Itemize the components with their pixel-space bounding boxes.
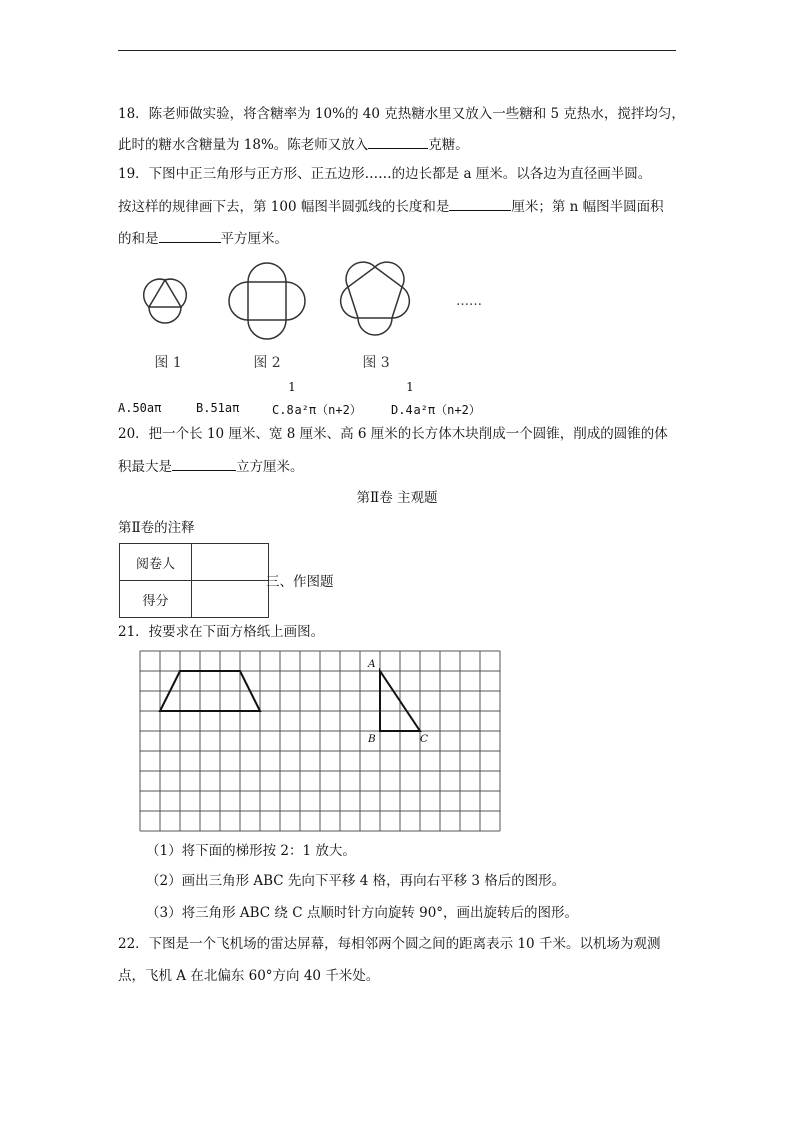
- q19-text-c: 的和是: [118, 231, 159, 247]
- q19-text-a: 按这样的规律画下去，第 100 幅图半圆弧线的长度和是: [118, 199, 450, 215]
- q18-answer-blank[interactable]: [368, 134, 428, 149]
- q20-text-a: 积最大是: [118, 459, 172, 475]
- option-c-prefix: C.: [272, 403, 287, 417]
- q19-line2: [118, 196, 664, 217]
- fig1-label: 图 1: [154, 355, 182, 371]
- label-c: C: [420, 733, 429, 745]
- reviewer-label: 阅卷人: [120, 544, 192, 581]
- fig2-arc-bottom: [248, 320, 286, 339]
- section-title: 三、作图题: [266, 574, 334, 590]
- part2-note: 第Ⅱ卷的注释: [118, 520, 195, 536]
- fig3-arc-5: [346, 262, 375, 287]
- q19-text-d: 平方厘米。: [220, 231, 288, 247]
- label-a: A: [368, 658, 376, 670]
- q19-answer-blank-2[interactable]: [159, 228, 221, 243]
- option-c-den: 8: [286, 403, 294, 417]
- q19-answer-blank-1[interactable]: [449, 196, 511, 211]
- option-b[interactable]: B.51aπ: [196, 401, 240, 415]
- fig1-arc-left: [144, 279, 165, 307]
- q21-sub1: （1）将下面的梯形按 2：1 放大。: [146, 843, 356, 859]
- q19-text-b: 厘米；第 n 幅图半圆面积: [511, 199, 664, 215]
- option-c-num: 1: [288, 380, 296, 394]
- option-d-num: 1: [406, 380, 414, 394]
- option-c[interactable]: [272, 401, 362, 418]
- fig1-triangle: [149, 280, 181, 307]
- option-d-den: 4: [405, 403, 413, 417]
- q20-answer-blank[interactable]: [172, 456, 236, 471]
- score-table: [119, 543, 269, 618]
- q19-line3: [118, 228, 288, 249]
- option-d-rest: a²π（n+2）: [413, 403, 481, 417]
- grid-lines: [140, 651, 500, 831]
- q21-line1: 21．按要求在下面方格纸上画图。: [118, 624, 325, 640]
- q18-text-b: 克糖。: [428, 137, 469, 153]
- reviewer-cell[interactable]: [192, 544, 269, 581]
- option-d[interactable]: [391, 401, 481, 418]
- q19-figure: [0, 255, 794, 375]
- q20-text-b: 立方厘米。: [236, 459, 304, 475]
- fig-ellipsis: ……: [456, 294, 482, 309]
- fig1-arc-bottom: [149, 307, 181, 323]
- q20-line2: [118, 456, 304, 477]
- fig3-pentagon: [348, 267, 402, 318]
- score-label: 得分: [120, 581, 192, 618]
- fig1-arc-right: [165, 279, 186, 307]
- q21-grid-figure: [130, 645, 530, 835]
- fig3-label: 图 3: [362, 355, 390, 371]
- q18-line2: [118, 134, 469, 155]
- q19-line1: 19．下图中正三角形与正方形、正五边形……的边长都是 a 厘米。以各边为直径画半圆。: [118, 166, 652, 182]
- option-d-prefix: D.: [391, 403, 406, 417]
- option-a[interactable]: A.50aπ: [118, 401, 162, 415]
- option-c-rest: a²π（n+2）: [294, 403, 362, 417]
- q22-line2: 点，飞机 A 在北偏东 60°方向 40 千米处。: [118, 968, 380, 984]
- fig2-label: 图 2: [253, 355, 281, 371]
- fig2-arc-right: [286, 282, 305, 320]
- q18-text-a: 此时的糖水含糖量为 18%。陈老师又放入: [118, 137, 369, 153]
- label-b: B: [368, 733, 376, 745]
- q20-line1: 20．把一个长 10 厘米、宽 8 厘米、高 6 厘米的长方体木块削成一个圆锥，削成的圆锥的体: [118, 426, 668, 442]
- fig2-arc-top: [248, 263, 286, 282]
- fig3-arc-1: [375, 262, 404, 287]
- q22-line1: 22．下图是一个飞机场的雷达屏幕，每相邻两个圆之间的距离表示 10 千米。以机场为观测: [118, 936, 661, 952]
- q18-line1: 18．陈老师做实验，将含糖率为 10%的 40 克热糖水里又放入一些糖和 5 克热水，搅拌均匀，: [118, 106, 685, 122]
- fig2-square: [248, 282, 286, 320]
- score-cell[interactable]: [192, 581, 269, 618]
- fig3-arc-3: [358, 318, 392, 335]
- part2-title: 第Ⅱ卷 主观题: [356, 490, 438, 506]
- header-rule: [118, 50, 676, 51]
- q21-sub3: （3）将三角形 ABC 绕 C 点顺时针方向旋转 90°，画出旋转后的图形。: [146, 905, 579, 921]
- q21-sub2: （2）画出三角形 ABC 先向下平移 4 格，再向右平移 3 格后的图形。: [146, 873, 566, 889]
- fig2-arc-left: [229, 282, 248, 320]
